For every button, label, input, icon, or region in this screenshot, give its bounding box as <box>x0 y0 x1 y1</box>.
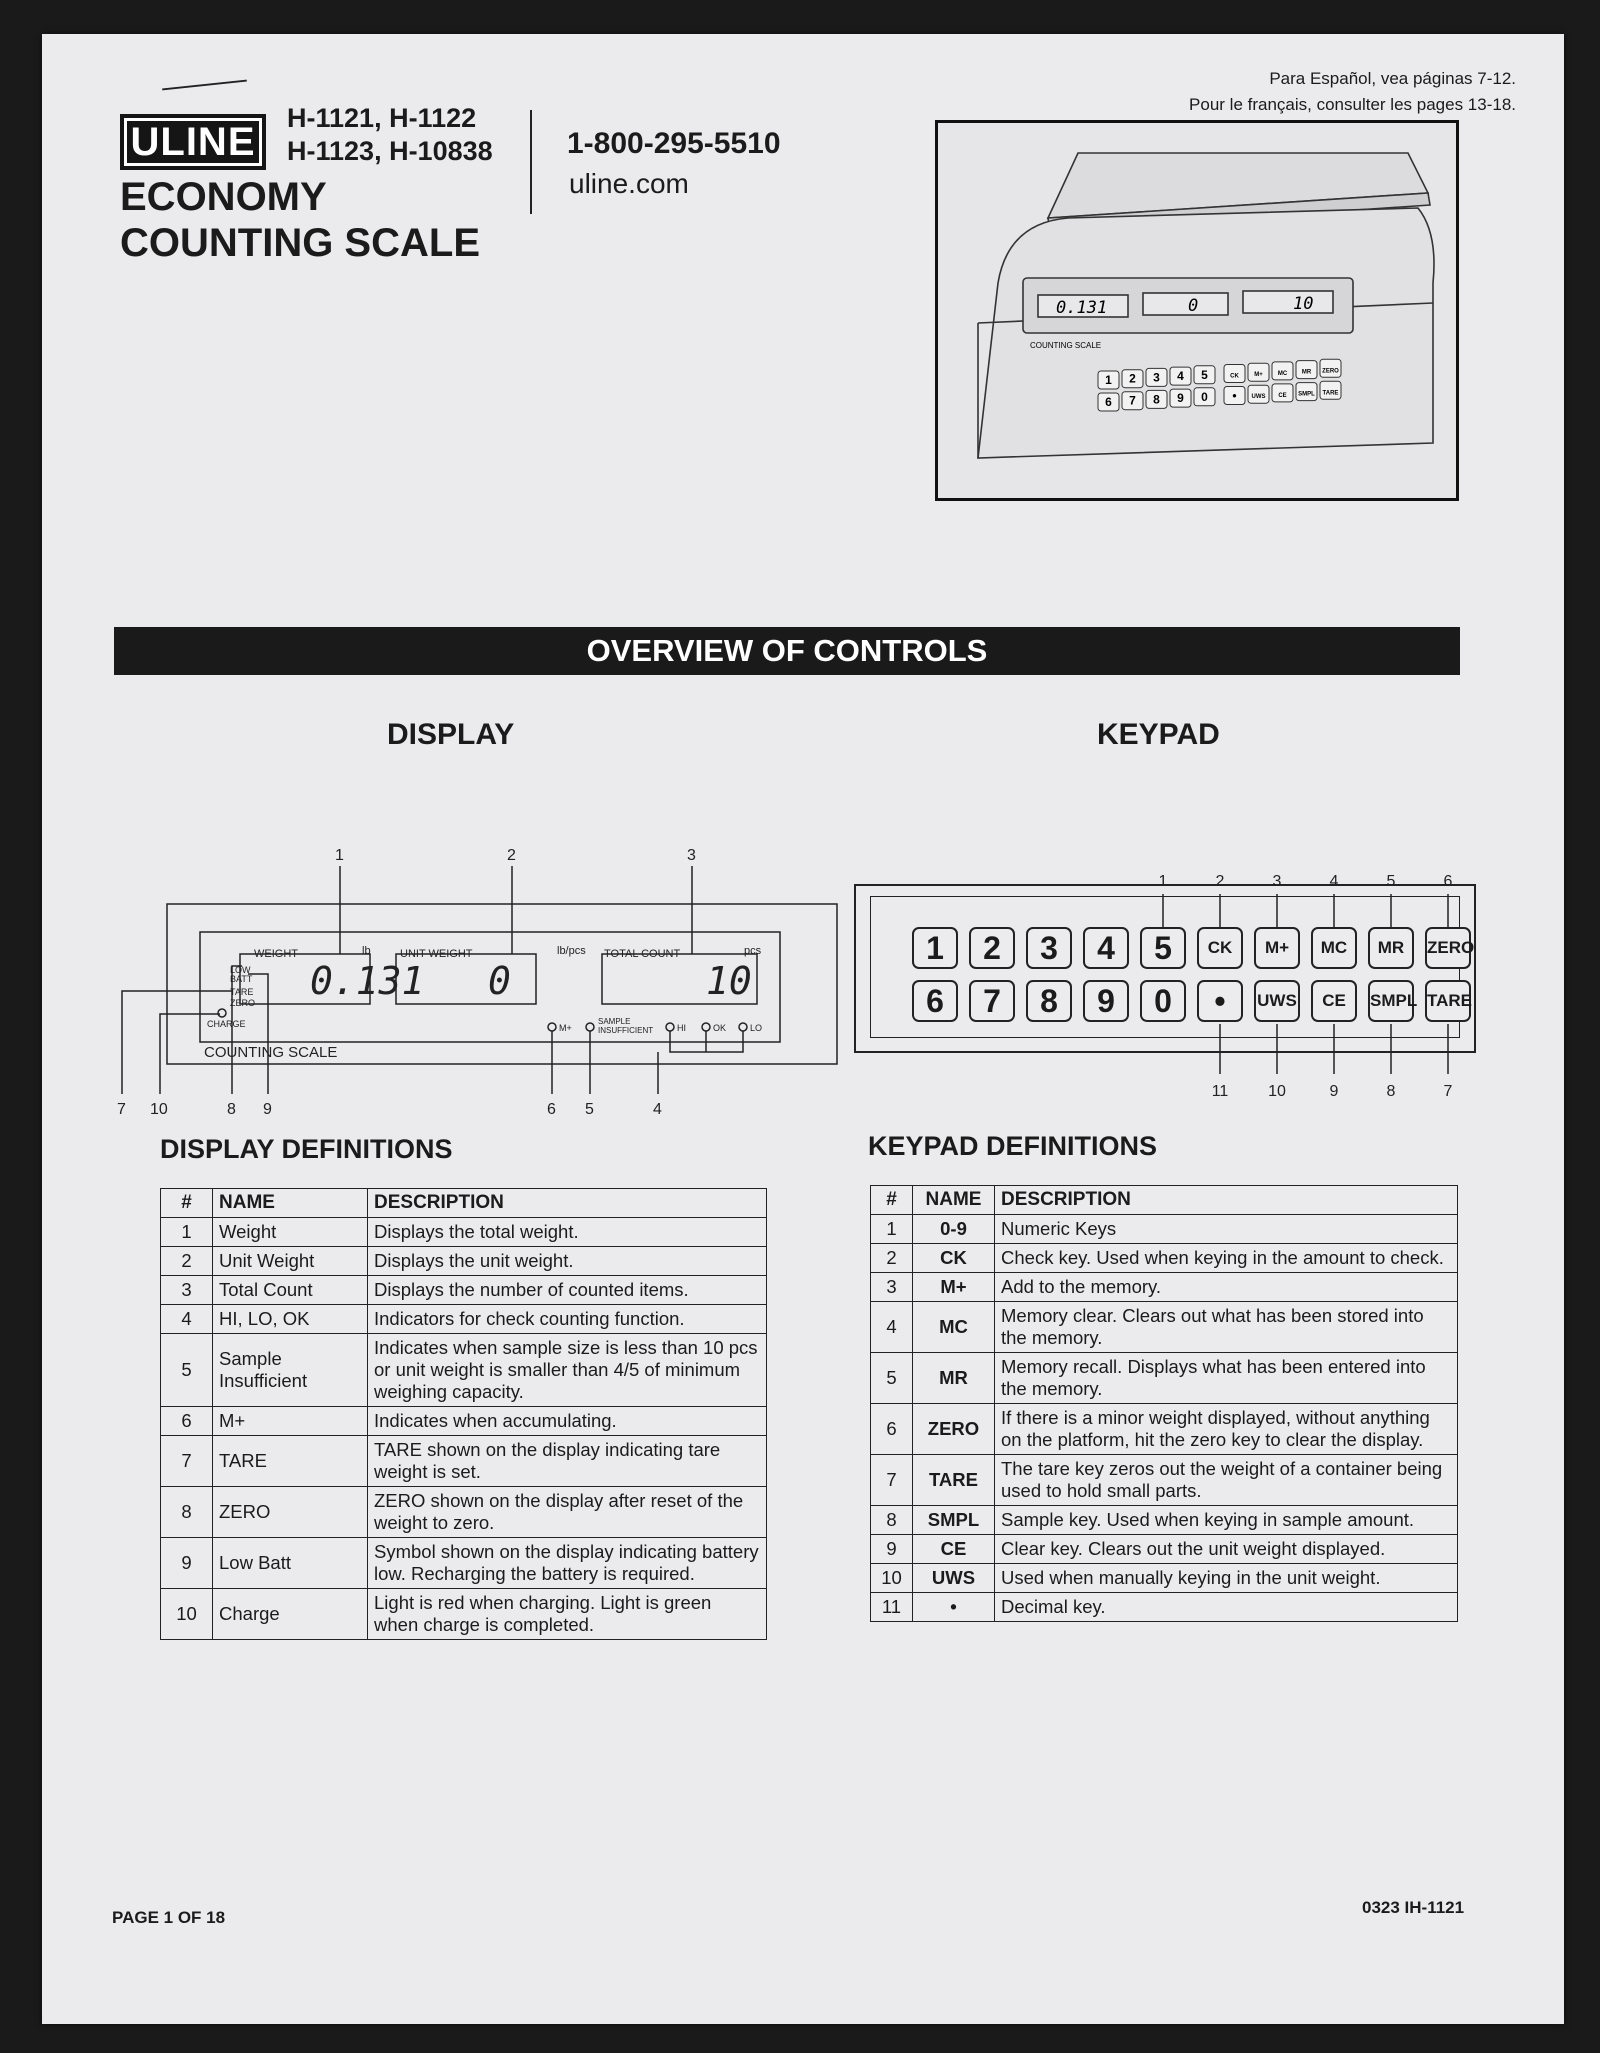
display-callout-9: 9 <box>263 1101 272 1118</box>
row-number: 8 <box>871 1506 913 1535</box>
illus-key-label: ZERO <box>1322 368 1339 375</box>
row-name: CE <box>913 1535 995 1564</box>
col-name: NAME <box>213 1189 368 1218</box>
table-row <box>161 1407 767 1436</box>
key-6: 6 <box>912 980 958 1022</box>
key-zero: ZERO <box>1425 927 1471 969</box>
row-name: Weight <box>213 1218 368 1247</box>
title-line-2: COUNTING SCALE <box>120 221 480 265</box>
language-notes <box>1189 66 1516 118</box>
lcd-weight: 0.131 <box>310 959 425 1003</box>
french-note: Pour le français, consulter les pages 13-18. <box>1189 95 1516 114</box>
row-number: 6 <box>871 1404 913 1455</box>
keypad-callout-top: 4 <box>1329 873 1339 890</box>
lcd-total-count: 10 <box>706 959 752 1003</box>
row-description: Decimal key. <box>995 1593 1458 1622</box>
row-name: Charge <box>213 1589 368 1640</box>
key-smpl: SMPL <box>1368 980 1414 1022</box>
indicator-hi: HI <box>677 1023 686 1033</box>
key-ce: CE <box>1311 980 1357 1022</box>
display-callout-1: 1 <box>335 847 344 864</box>
key-1: 1 <box>912 927 958 969</box>
keypad-callout-bottom: 11 <box>1211 1083 1229 1100</box>
illus-key-label: 0 <box>1201 389 1208 404</box>
row-description: TARE shown on the display indicating tare weight is set. <box>368 1436 767 1487</box>
table-row <box>161 1538 767 1589</box>
row-description: Indicators for check counting function. <box>368 1305 767 1334</box>
illus-brand: COUNTING SCALE <box>1030 341 1102 350</box>
row-number: 2 <box>871 1244 913 1273</box>
indicator-sample: SAMPLE <box>598 1017 631 1026</box>
row-name: Unit Weight <box>213 1247 368 1276</box>
row-name: SMPL <box>913 1506 995 1535</box>
row-number: 1 <box>871 1215 913 1244</box>
row-number: 4 <box>871 1302 913 1353</box>
illus-key-label: 6 <box>1105 395 1112 409</box>
display-callout-5: 5 <box>585 1101 594 1118</box>
indicator-lo: LO <box>750 1023 763 1033</box>
illus-key-label: • <box>1232 388 1237 403</box>
table-row <box>161 1487 767 1538</box>
row-name: CK <box>913 1244 995 1273</box>
row-number: 3 <box>871 1273 913 1302</box>
display-diagram <box>82 794 862 1154</box>
illus-total-count: 10 <box>1293 294 1314 314</box>
table-row <box>161 1436 767 1487</box>
row-number: 6 <box>161 1407 213 1436</box>
display-callout-7: 7 <box>117 1101 126 1118</box>
row-description: Indicates when accumulating. <box>368 1407 767 1436</box>
row-number: 9 <box>871 1535 913 1564</box>
display-definitions-table <box>160 1188 767 1640</box>
display-callout-10: 10 <box>150 1101 168 1118</box>
indicator-mplus: M+ <box>559 1023 572 1033</box>
row-description: Memory clear. Clears out what has been stored into the memory. <box>995 1302 1458 1353</box>
label-total-count: TOTAL COUNT <box>604 948 681 960</box>
table-header-row <box>161 1189 767 1218</box>
row-name: 0-9 <box>913 1215 995 1244</box>
indicator-tare: TARE <box>230 987 254 997</box>
unit-pcs: pcs <box>744 945 762 957</box>
keypad-callout-top: 1 <box>1158 873 1168 890</box>
key-8: 8 <box>1026 980 1072 1022</box>
row-description: If there is a minor weight displayed, without anything on the platform, hit the zero key to clear the display. <box>995 1404 1458 1455</box>
models-line-1: H-1121, H-1122 <box>287 103 477 133</box>
illus-key-label: TARE <box>1322 390 1339 397</box>
row-name: TARE <box>213 1436 368 1487</box>
key-mplus: M+ <box>1254 927 1300 969</box>
table-row <box>871 1244 1458 1273</box>
indicator-insufficient: INSUFFICIENT <box>598 1026 654 1035</box>
row-name: MR <box>913 1353 995 1404</box>
display-callout-6: 6 <box>547 1101 556 1118</box>
illus-key-label: CE <box>1278 392 1287 399</box>
manual-page <box>42 34 1564 2024</box>
row-number: 5 <box>161 1334 213 1407</box>
row-number: 10 <box>161 1589 213 1640</box>
illus-key-label: MC <box>1277 370 1288 377</box>
row-description: Displays the number of counted items. <box>368 1276 767 1305</box>
label-unit-weight: UNIT WEIGHT <box>400 948 473 960</box>
key-tare: TARE <box>1425 980 1471 1022</box>
table-row <box>871 1273 1458 1302</box>
row-number: 9 <box>161 1538 213 1589</box>
keypad-heading: KEYPAD <box>1097 718 1220 751</box>
row-name: Sample Insufficient <box>213 1334 368 1407</box>
col-name: NAME <box>913 1186 995 1215</box>
key-5: 5 <box>1140 927 1186 969</box>
table-row <box>161 1589 767 1640</box>
display-callout-8: 8 <box>227 1101 236 1118</box>
indicator-batt: BATT <box>230 974 253 984</box>
table-row <box>871 1215 1458 1244</box>
table-row <box>871 1353 1458 1404</box>
row-name: • <box>913 1593 995 1622</box>
illus-key-label: 3 <box>1153 370 1160 385</box>
unit-lbpcs: lb/pcs <box>557 945 586 957</box>
key-0: 0 <box>1140 980 1186 1022</box>
key-2: 2 <box>969 927 1015 969</box>
row-name: HI, LO, OK <box>213 1305 368 1334</box>
keypad-callout-top: 5 <box>1386 873 1396 890</box>
display-definitions-heading: DISPLAY DEFINITIONS <box>160 1134 453 1164</box>
key-4: 4 <box>1083 927 1129 969</box>
illus-key-label: 5 <box>1201 367 1208 382</box>
keypad-definitions-heading: KEYPAD DEFINITIONS <box>868 1131 1158 1161</box>
table-row <box>871 1593 1458 1622</box>
document-code: 0323 IH-1121 <box>1362 1898 1465 1917</box>
row-description: Check key. Used when keying in the amount to check. <box>995 1244 1458 1273</box>
row-number: 7 <box>871 1455 913 1506</box>
scale-drawing <box>938 123 1456 498</box>
keypad-callout-bottom: 10 <box>1268 1083 1286 1100</box>
row-name: Low Batt <box>213 1538 368 1589</box>
models-line-2: H-1123, H-10838 <box>287 136 493 166</box>
page-number: PAGE 1 OF 18 <box>112 1908 226 1927</box>
table-row <box>161 1305 767 1334</box>
indicator-charge: CHARGE <box>207 1019 246 1029</box>
row-number: 7 <box>161 1436 213 1487</box>
header-divider <box>530 110 532 214</box>
row-name: ZERO <box>913 1404 995 1455</box>
row-description: Light is red when charging. Light is green when charge is completed. <box>368 1589 767 1640</box>
row-name: M+ <box>213 1407 368 1436</box>
row-number: 5 <box>871 1353 913 1404</box>
illus-key-label: CK <box>1230 373 1239 380</box>
keypad-definitions-table <box>870 1185 1458 1622</box>
indicator-zero: ZERO <box>230 998 256 1008</box>
indicator-low: LOW <box>230 965 251 975</box>
uline-logo: ULINE <box>120 114 266 170</box>
illus-weight: 0.131 <box>1056 298 1108 318</box>
lcd-unit-weight: 0 <box>488 959 511 1003</box>
display-brand: COUNTING SCALE <box>204 1044 338 1061</box>
row-name: M+ <box>913 1273 995 1302</box>
title-line-1: ECONOMY <box>120 175 327 219</box>
key-9: 9 <box>1083 980 1129 1022</box>
table-header-row <box>871 1186 1458 1215</box>
illus-key-label: 8 <box>1153 392 1160 407</box>
display-callout-4: 4 <box>653 1101 662 1118</box>
col-description: DESCRIPTION <box>368 1189 767 1218</box>
row-number: 1 <box>161 1218 213 1247</box>
illus-key-label: 4 <box>1177 369 1184 384</box>
table-row <box>871 1302 1458 1353</box>
product-title <box>120 174 480 266</box>
table-row <box>161 1247 767 1276</box>
logo-swoosh <box>162 80 247 91</box>
row-name: MC <box>913 1302 995 1353</box>
website: uline.com <box>569 168 689 199</box>
display-callout-3: 3 <box>687 847 696 864</box>
row-description: Indicates when sample size is less than 10 pcs or unit weight is smaller than 4/5 of minimum weighing capacity. <box>368 1334 767 1407</box>
keypad-callout-top: 2 <box>1215 873 1225 890</box>
key-mr: MR <box>1368 927 1414 969</box>
key-ck: CK <box>1197 927 1243 969</box>
row-description: Symbol shown on the display indicating battery low. Recharging the battery is required. <box>368 1538 767 1589</box>
row-description: Displays the total weight. <box>368 1218 767 1247</box>
row-number: 8 <box>161 1487 213 1538</box>
row-name: Total Count <box>213 1276 368 1305</box>
col-description: DESCRIPTION <box>995 1186 1458 1215</box>
display-callout-2: 2 <box>507 847 516 864</box>
table-row <box>871 1455 1458 1506</box>
scale-illustration <box>935 120 1459 501</box>
key-7: 7 <box>969 980 1015 1022</box>
illus-key-label: 1 <box>1105 373 1112 387</box>
illus-key-label: SMPL <box>1298 391 1315 398</box>
indicator-ok: OK <box>713 1023 727 1033</box>
row-description: The tare key zeros out the weight of a container being used to hold small parts. <box>995 1455 1458 1506</box>
row-name: TARE <box>913 1455 995 1506</box>
label-weight: WEIGHT <box>254 948 298 960</box>
keypad-callout-bottom: 7 <box>1443 1083 1453 1100</box>
row-description: Displays the unit weight. <box>368 1247 767 1276</box>
phone-number: 1-800-295-5510 <box>567 127 781 160</box>
row-number: 11 <box>871 1593 913 1622</box>
keypad-callout-top: 6 <box>1443 873 1453 890</box>
illus-key-label: 7 <box>1129 393 1136 408</box>
keypad-callout-top: 3 <box>1272 873 1282 890</box>
spanish-note: Para Español, vea páginas 7-12. <box>1269 69 1516 88</box>
row-description: Numeric Keys <box>995 1215 1458 1244</box>
table-row <box>871 1404 1458 1455</box>
table-row <box>871 1506 1458 1535</box>
illus-unit-weight: 0 <box>1188 296 1199 316</box>
row-description: Clear key. Clears out the unit weight displayed. <box>995 1535 1458 1564</box>
illus-key-label: M+ <box>1254 372 1263 379</box>
display-heading: DISPLAY <box>387 718 515 751</box>
key-decimal: • <box>1197 980 1243 1022</box>
table-row <box>871 1535 1458 1564</box>
illus-key-label: MR <box>1301 369 1312 376</box>
row-number: 10 <box>871 1564 913 1593</box>
row-description: Sample key. Used when keying in sample amount. <box>995 1506 1458 1535</box>
row-name: UWS <box>913 1564 995 1593</box>
row-number: 2 <box>161 1247 213 1276</box>
model-numbers <box>287 102 493 168</box>
row-description: Add to the memory. <box>995 1273 1458 1302</box>
row-description: Used when manually keying in the unit weight. <box>995 1564 1458 1593</box>
table-row <box>161 1218 767 1247</box>
col-number: # <box>161 1189 213 1218</box>
table-row <box>871 1564 1458 1593</box>
key-mc: MC <box>1311 927 1357 969</box>
table-row <box>161 1334 767 1407</box>
section-banner: OVERVIEW OF CONTROLS <box>114 627 1460 675</box>
unit-lb: lb <box>362 945 371 957</box>
illus-key-label: 9 <box>1177 391 1184 406</box>
col-number: # <box>871 1186 913 1215</box>
row-number: 3 <box>161 1276 213 1305</box>
illus-key-label: UWS <box>1251 394 1266 401</box>
row-number: 4 <box>161 1305 213 1334</box>
table-row <box>161 1276 767 1305</box>
keypad-callout-bottom: 8 <box>1386 1083 1396 1100</box>
row-name: ZERO <box>213 1487 368 1538</box>
illus-key-label: 2 <box>1129 371 1136 386</box>
keypad-callouts <box>854 834 1474 1134</box>
key-uws: UWS <box>1254 980 1300 1022</box>
row-description: Memory recall. Displays what has been entered into the memory. <box>995 1353 1458 1404</box>
row-description: ZERO shown on the display after reset of the weight to zero. <box>368 1487 767 1538</box>
keypad-callout-bottom: 9 <box>1329 1083 1339 1100</box>
key-3: 3 <box>1026 927 1072 969</box>
